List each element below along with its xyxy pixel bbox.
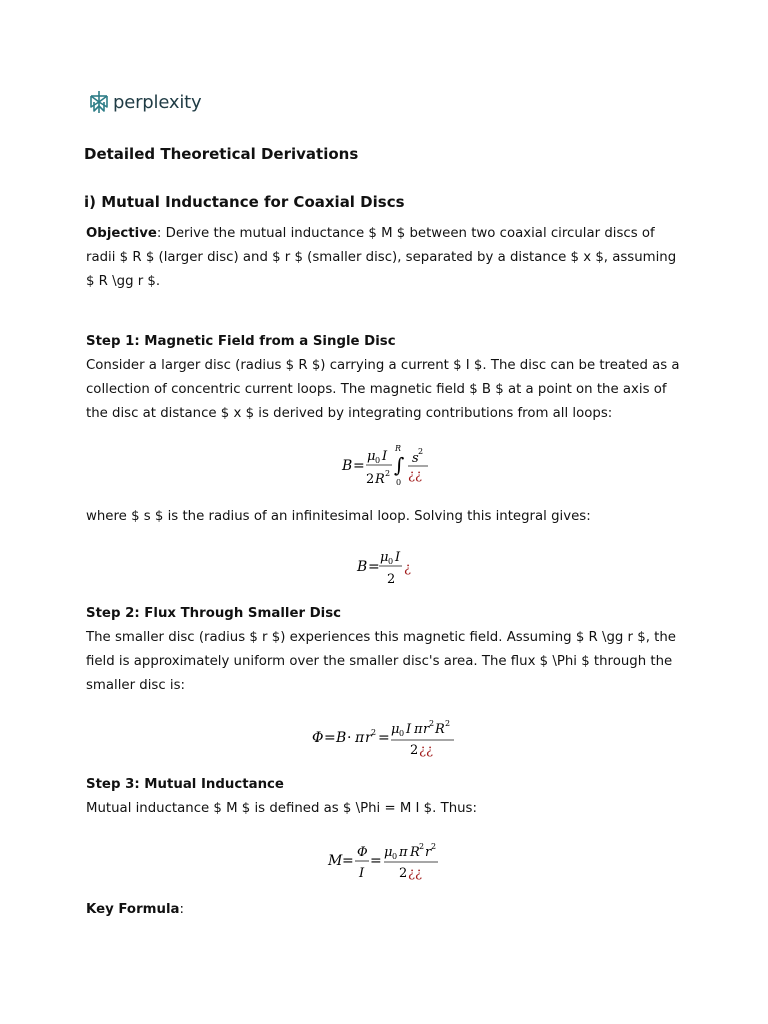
eq1-int-upper: R [395,444,402,453]
eq3-num-I: I [406,722,412,737]
eq4-num-R: R [410,845,420,860]
eq3-den-2: 2 [410,743,419,758]
eq2-lhs: B [357,559,368,575]
eq4-lhs: M [328,853,343,869]
eq2-num-sub: 0 [388,557,394,566]
eq4-num-r: r [425,845,432,860]
eq3-num-R-sup: 2 [445,719,451,728]
eq2-num-I: I [395,550,401,565]
equation-flux [311,712,461,764]
eq1-num-mu: μ [367,449,376,464]
eq1-num-I: I [382,449,388,464]
eq4-num-sub: 0 [392,852,398,861]
eq1-num-sub: 0 [375,456,381,465]
step3-heading: Step 3: Mutual Inductance [86,777,284,792]
perplexity-logo-icon [89,90,109,114]
eq4-f1-den: I [359,866,365,881]
eq3-dot: · [347,730,352,746]
eq3-num-sub: 0 [399,729,405,738]
key-formula-line [86,898,686,922]
objective-text: : Derive the mutual inductance $ M $ between two coaxial circular discs of radii $ R $ (larger disc) and $ r $ (smaller disc), separated by a distance $ x $, assuming $ R \gg r $. [86,226,677,289]
eq2-tail: ¿ [404,561,411,576]
eq4-num-R-sup: 2 [419,842,425,851]
step2-text: The smaller disc (radius $ r $) experiences this magnetic field. Assuming $ R \gg r $, the field is approximately uniform over the smaller disc's area. The flux $ \Phi $ through the smaller disc is: [86,630,676,693]
eq3-B: B [336,730,347,746]
eq3-sup: 2 [371,728,377,737]
eq3-num-mu: μ [391,722,400,737]
step3-text: Mutual inductance $ M $ is defined as $ \Phi = M I $. Thus: [86,801,477,816]
step2-heading: Step 2: Flux Through Smaller Disc [86,606,342,621]
eq1-frac-num: s [412,451,419,466]
eq2-den: 2 [387,572,396,587]
eq3-num-r: r [423,722,430,737]
eq3-equals: = [324,730,336,746]
perplexity-logo [89,90,201,114]
after-integral-text: where $ s $ is the radius of an infinitesimal loop. Solving this integral gives: [86,509,591,524]
eq1-den-R: R [375,472,385,487]
eq1-lhs: B [342,458,353,474]
brand-name: perplexity [113,91,202,113]
eq3-num-r-sup: 2 [429,719,435,728]
eq1-den-2: 2 [366,472,375,487]
eq4-num-r-sup: 2 [431,842,437,851]
eq1-equals: = [353,458,365,474]
objective-label: Objective [86,226,157,241]
eq4-equals: = [342,853,354,869]
eq3-pi: π [355,730,365,746]
eq2-num-mu: μ [380,550,389,565]
eq4-num-mu: μ [384,845,393,860]
eq4-num-pi: π [399,845,408,860]
eq3-num-pi: π [414,722,423,737]
step1-heading: Step 1: Magnetic Field from a Single Disc [86,334,396,349]
equation-field-result [355,545,425,593]
key-formula-label: Key Formula [86,902,180,917]
eq4-equals2: = [370,853,382,869]
eq1-frac-den: ¿¿ [408,468,422,483]
eq4-f1-num: Φ [357,845,368,860]
eq3-lhs: Φ [312,730,324,746]
document-title: Detailed Theoretical Derivations [84,145,359,163]
eq2-equals: = [368,559,380,575]
eq3-den-tail: ¿¿ [419,743,433,758]
eq3-num-R: R [435,722,445,737]
eq3-r: r [365,730,372,746]
eq1-int-lower: 0 [396,478,402,487]
eq4-den-tail: ¿¿ [408,866,422,881]
eq4-den-2: 2 [399,866,408,881]
step1-text: Consider a larger disc (radius $ R $) carrying a current $ I $. The disc can be treated as a collection of concentric current loops. The magnetic field $ B $ at a point on the axis of the disc at distance $ x $ is derived by integrating contributions from all loops: [86,358,680,421]
eq1-integral-sign: ∫ [394,453,405,477]
section-heading: i) Mutual Inductance for Coaxial Discs [84,193,405,211]
objective-paragraph [86,222,686,294]
equation-field-integral [340,442,440,494]
eq1-frac-num-sup: 2 [418,447,424,456]
eq1-den-sup: 2 [385,469,391,478]
key-formula-colon: : [179,902,184,917]
equation-mutual-inductance [327,836,447,888]
eq3-equals2: = [378,730,390,746]
